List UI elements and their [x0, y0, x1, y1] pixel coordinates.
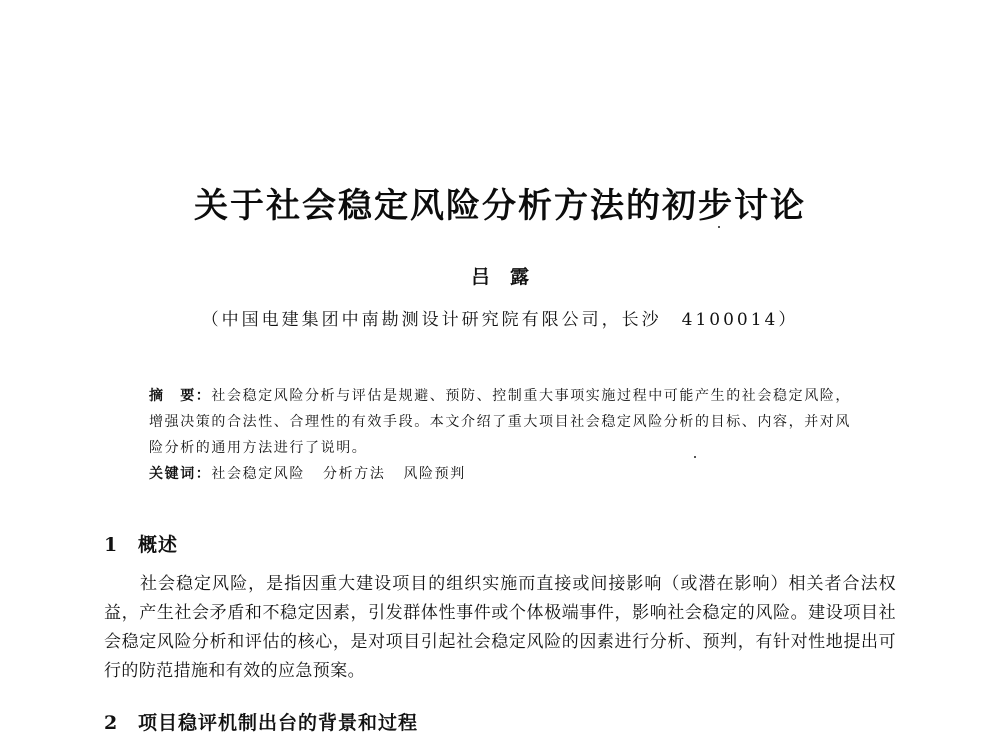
paper-title: 关于社会稳定风险分析方法的初步讨论 — [194, 186, 806, 226]
section-paragraph: 社会稳定风险，是指因重大建设项目的组织实施而直接或间接影响（或潜在影响）相关者合法权益，产生社会矛盾和不稳定因素，引发群体性事件或个体极端事件，影响社会稳定的风险。建设项目社会稳定风险分析和评估的核心，是对项目引起社会稳定风险的因素进行分析、预判，有针对性地提出可行的防范措施和有效的应急预案。 — [104, 574, 896, 681]
keywords-label: 关键词： — [149, 466, 212, 482]
keyword-item: 风险预判 — [403, 466, 466, 482]
keyword-item: 分析方法 — [323, 466, 386, 482]
section-heading — [104, 708, 418, 735]
keywords — [149, 461, 859, 487]
scan-speck — [694, 456, 696, 458]
abstract-label: 摘 要： — [149, 388, 212, 404]
author-affiliation: （中国电建集团中南勘测设计研究院有限公司，长沙 4100014） — [201, 310, 799, 330]
section-title: 概述 — [138, 534, 179, 556]
scan-speck — [718, 226, 720, 228]
author-name: 吕露 — [470, 266, 549, 288]
section-heading — [104, 530, 178, 557]
abstract-text: 社会稳定风险分析与评估是规避、预防、控制重大事项实施过程中可能产生的社会稳定风险，增强决策的合法性、合理性的有效手段。本文介绍了重大项目社会稳定风险分析的目标、内容，并对风险分析的通用方法进行了说明。 — [149, 388, 852, 456]
keyword-item: 社会稳定风险 — [211, 466, 306, 482]
section-title: 项目稳评机制出台的背景和过程 — [138, 712, 419, 734]
section-number: 1 — [104, 534, 119, 556]
section-number: 2 — [104, 712, 119, 734]
abstract — [149, 383, 859, 461]
